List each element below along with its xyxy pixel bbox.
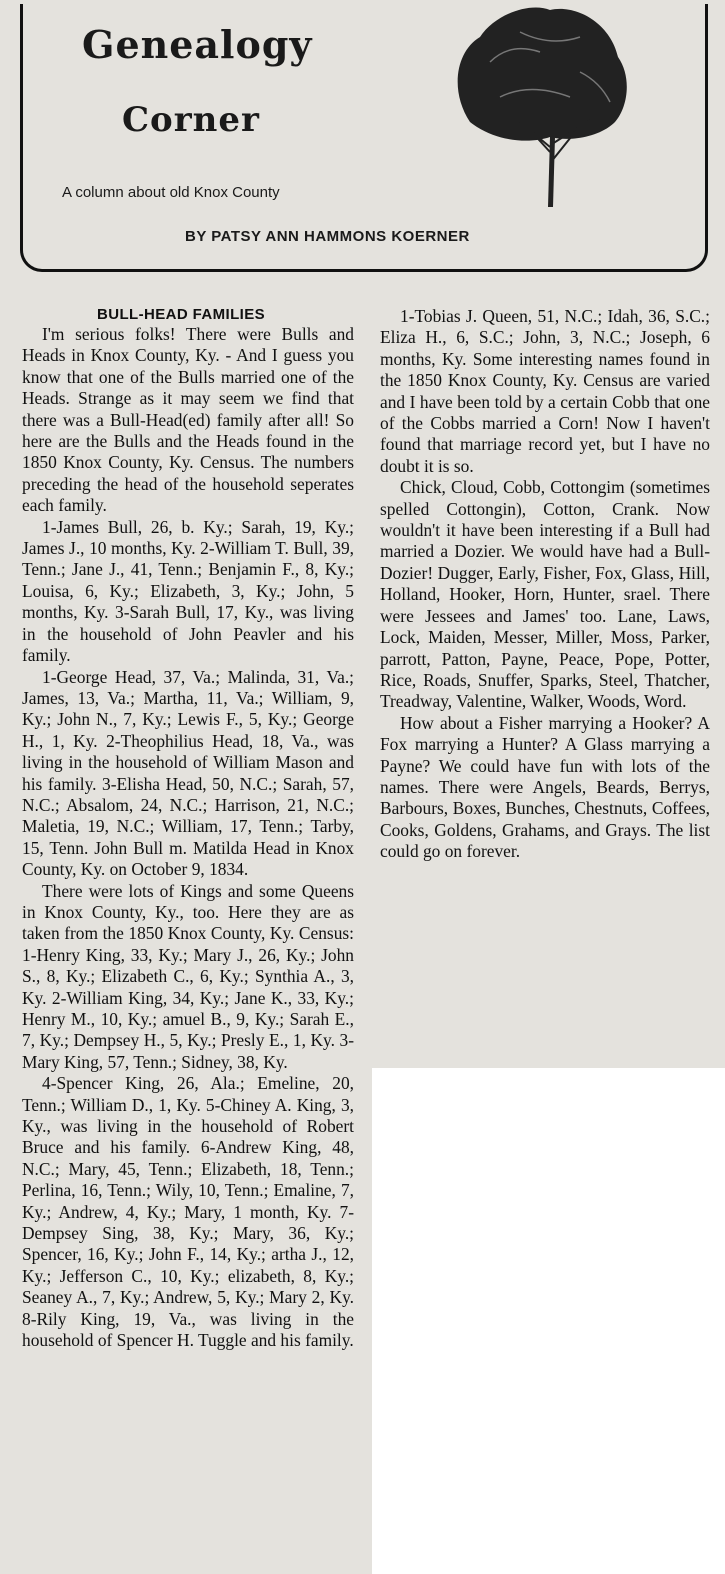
article-column-left <box>22 306 354 1352</box>
article-paragraph: How about a Fisher marrying a Hooker? A Fox marrying a Hunter? A Glass marrying a Payne? We could have fun with lots of the names. There were Angels, Beards, Berrys, Barbours, Boxes, Bunches, Chestnuts, Coffees, Cooks, Goldens, Grahams, and Grays. The list could go on forever. <box>380 712 710 862</box>
article-paragraph: 4-Spencer King, 26, Ala.; Emeline, 20, Tenn.; William D., 1, Ky. 5-Chiney A. King, 3, Ky., was living in the household of Robert Bruce and his family. 6-Andrew King, 48, N.C.; Mary, 45, Tenn.; Elizabeth, 18, Tenn.; Perlina, 16, Tenn.; Wily, 10, Tenn.; Emaline, 7, Ky.; Andrew, 4, Ky.; Mary, 1 month, Ky. 7-Dempsey Sing, 38, Ky.; Mary, 36, Ky.; Spencer, 16, Ky.; John F., 14, Ky.; artha J., 12, Ky.; Jefferson C., 10, Ky.; elizabeth, 8, Ky.; Seaney A., 7, Ky.; Andrew, 5, Ky.; Mary 2, Ky. 8-Rily King, 19, Va., was living in the household of Spencer H. Tuggle and his family. <box>22 1073 354 1351</box>
article-paragraph: 1-George Head, 37, Va.; Malinda, 31, Va.; James, 13, Va.; Martha, 11, Va.; William, 9, Ky.; John N., 7, Ky.; Lewis F., 5, Ky.; George H., 1, Ky. 2-Theophilius Head, 18, Va., was living in the household of William Mason and his family. 3-Elisha Head, 50, N.C.; Sarah, 57, N.C.; Absalom, 24, N.C.; Harrison, 21, N.C.; Maletia, 19, N.C.; William, 17, Tenn.; Tarby, 15, Tenn. John Bull m. Matilda Head in Knox County, Ky. on October 9, 1834. <box>22 666 354 880</box>
article-paragraph: Chick, Cloud, Cobb, Cottongim (sometimes spelled Cottongin), Cotton, Crank. Now wouldn't it have been interesting if a Bull had married a Dozier. We would have had a Bull-Dozier! Dugger, Early, Fisher, Fox, Glass, Hill, Holland, Hooker, Horn, Hunter, srael. There were Jessees and James' too. Lane, Laws, Lock, Maiden, Messer, Miller, Moss, Parker, parrott, Patton, Payne, Peace, Pope, Potter, Rice, Roads, Snuffer, Sparks, Steel, Thatcher, Treadway, Valentine, Walker, Woods, Word. <box>380 477 710 712</box>
column-title-line-1: Genealogy <box>82 22 313 67</box>
article-column-right <box>380 306 710 863</box>
column-subtitle: A column about old Knox County <box>62 184 280 201</box>
article-paragraph: 1-James Bull, 26, b. Ky.; Sarah, 19, Ky.; James J., 10 months, Ky. 2-William T. Bull, 39, Tenn.; Jane J., 41, Tenn.; Benjamin F., 8, Ky.; Louisa, 6, Ky.; Elizabeth, 3, Ky.; John, 5 months, Ky. 3-Sarah Bull, 17, Ky., was living in the household of John Peavler and his family. <box>22 516 354 666</box>
column-title-line-2: Corner <box>122 100 260 140</box>
article-paragraph: I'm serious folks! There were Bulls and Heads in Knox County, Ky. - And I guess you know that one of the Bulls married one of the Heads. Strange as it may seem we find that there was a Bull-Head(ed) family after all! So here are the Bulls and the Heads found in the 1850 Knox County, Ky. Census. The numbers preceding the head of the household seperates each family. <box>22 324 354 516</box>
tree-icon <box>450 2 630 212</box>
article-paragraph: There were lots of Kings and some Queens in Knox County, Ky., too. Here they are as taken from the 1850 Knox County, Ky. Census: 1-Henry King, 33, Ky.; Mary J., 26, Ky.; John S., 8, Ky.; Elizabeth C., 6, Ky.; Synthia A., 3, Ky. 2-William King, 34, Ky.; Jane K., 33, Ky.; Henry M., 10, Ky.; amuel B., 9, Ky.; Sarah E., 7, Ky.; Dempsey H., 5, Ky.; Presly E., 1, Ky. 3-Mary King, 57, Tenn.; Sidney, 38, Ky. <box>22 880 354 1072</box>
byline: BY PATSY ANN HAMMONS KOERNER <box>185 228 470 245</box>
article-paragraph: 1-Tobias J. Queen, 51, N.C.; Idah, 36, S.C.; Eliza H., 6, S.C.; John, 3, N.C.; Joseph, 6 months, Ky. Some interesting names found in the 1850 Knox County, Ky. Census are varied and I have been told by a certain Cobb that one of the Cobbs married a Corn! Now I haven't found that marriage record yet, but I have no doubt it is so. <box>380 306 710 476</box>
article-heading: BULL-HEAD FAMILIES <box>97 306 266 323</box>
